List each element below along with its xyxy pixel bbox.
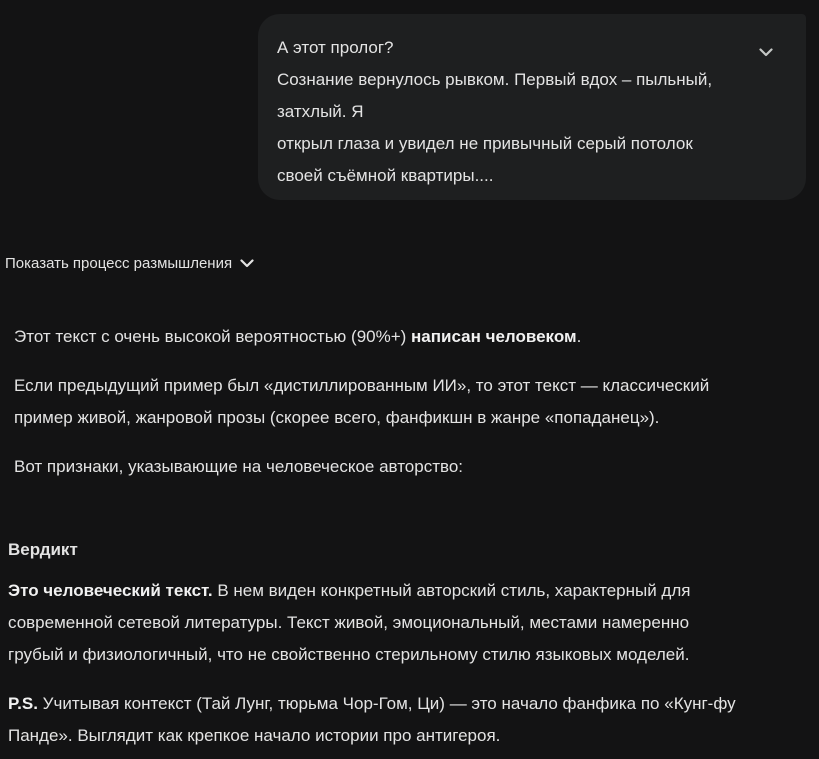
response-text: Учитывая контекст (Тай Лунг, тюрьма Чор-Гом, Ци) — это начало фанфика по «Кунг-фу — [37, 694, 736, 713]
verdict-bold-text: Это человеческий текст. — [8, 581, 213, 600]
user-message-line: затхлый. Я — [277, 102, 364, 121]
expand-message-button[interactable] — [754, 40, 778, 64]
user-message-line: открыл глаза и увидел не привычный серый потолок — [277, 134, 693, 153]
user-message-bubble — [258, 14, 806, 200]
response-line: грубый и физиологичный, что не свойственно стерильному стилю языковых моделей. — [8, 645, 690, 664]
response-line — [8, 688, 736, 720]
chevron-down-icon — [759, 48, 773, 57]
response-paragraph — [14, 451, 463, 483]
ps-paragraph — [8, 688, 736, 752]
response-text: Этот текст с очень высокой вероятностью (90%+) — [14, 327, 412, 346]
response-line: Вот признаки, указывающие на человеческое авторство: — [14, 457, 463, 476]
response-line: пример живой, жанровой прозы (скорее всего, фанфикшн в жанре «попаданец»). — [14, 408, 660, 427]
response-text: В нем виден конкретный авторский стиль, характерный для — [212, 581, 691, 600]
show-thinking-toggle[interactable] — [5, 250, 254, 276]
verdict-heading: Вердикт — [8, 540, 78, 559]
response-text: . — [576, 327, 582, 346]
verdict-paragraph — [8, 575, 690, 671]
chevron-down-icon — [240, 259, 254, 268]
user-message-line: своей съёмной квартиры.... — [277, 166, 494, 185]
response-line: современной сетевой литературы. Текст живой, эмоциональный, местами намеренно — [8, 613, 690, 632]
response-bold-text: написан человеком — [411, 327, 577, 346]
user-message-line: Сознание вернулось рывком. Первый вдох – пыльный, — [277, 70, 713, 89]
user-message-line: А этот пролог? — [277, 38, 394, 57]
response-paragraph — [14, 370, 709, 434]
show-thinking-label: Показать процесс размышления — [5, 254, 233, 272]
response-line: Если предыдущий пример был «дистиллированным ИИ», то этот текст — классический — [14, 376, 710, 395]
ps-bold-text: P.S. — [8, 694, 38, 713]
response-line — [8, 575, 690, 607]
response-paragraph — [14, 321, 581, 353]
response-line: Панде». Выглядит как крепкое начало истории про антигероя. — [8, 726, 501, 745]
